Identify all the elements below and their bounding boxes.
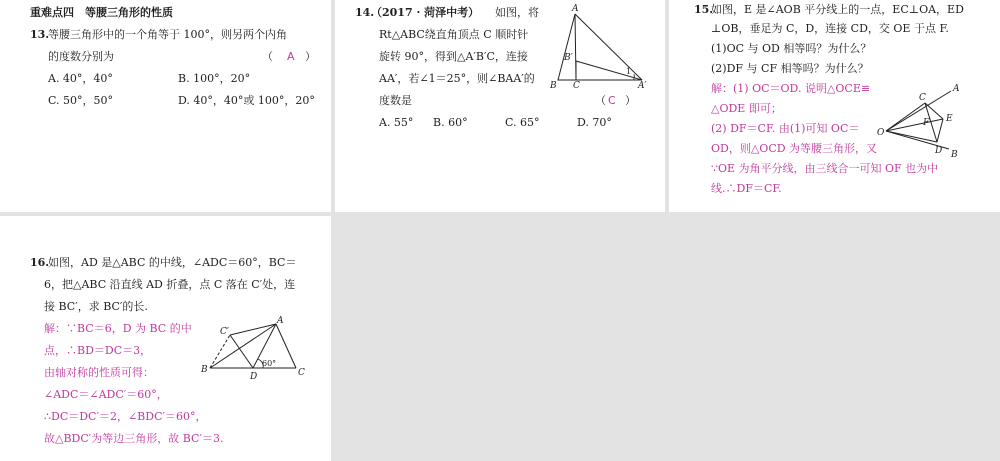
label-angle-60: 60° xyxy=(262,359,277,368)
solution-line: (2) DF＝CF. 由(1)可知 OC＝ xyxy=(711,122,860,135)
answer-paren-right: ） xyxy=(305,50,316,63)
answer-choice: C xyxy=(608,94,616,107)
label-a: A xyxy=(277,316,284,326)
question-stem: 如图，将 xyxy=(495,6,539,19)
question-stem: 如图，AD 是△ABC 的中线，∠ADC＝60°，BC＝ xyxy=(48,256,297,269)
solution-line: 点，∴BD＝DC＝3， xyxy=(44,344,152,357)
question-number: 14. xyxy=(355,6,375,19)
label-a: A xyxy=(953,84,960,94)
solution-line: ∵OE 为角平分线，由三线合一可知 OF 也为中 xyxy=(711,162,939,175)
question-stem: 度数是 xyxy=(379,94,412,107)
segment-ed xyxy=(937,119,943,142)
question-15-panel xyxy=(669,0,1000,212)
question-stem: ⊥OB，垂足为 C，D，连接 CD，交 OE 于点 F. xyxy=(711,22,949,35)
solution-line: OD，则△OCD 为等腰三角形，又 xyxy=(711,142,878,155)
solution-line: 解：(1) OC＝OD. 说明△OCE≌ xyxy=(711,82,871,95)
question-stem: Rt△ABC绕直角顶点 C 顺时针 xyxy=(379,28,529,41)
label-b: B xyxy=(201,365,208,375)
label-a: A xyxy=(572,4,579,14)
segment-dc-prime xyxy=(230,335,253,368)
question-16-panel xyxy=(0,216,331,461)
option-d: D. 70° xyxy=(577,116,612,129)
sub-question-2: (2)DF 与 CF 相等吗？为什么？ xyxy=(711,62,869,75)
label-o: O xyxy=(877,128,885,138)
solution-line: 解：∵BC＝6，D 为 BC 的中 xyxy=(44,322,192,335)
question-stem: 的度数分别为 xyxy=(48,50,114,63)
option-c: C. 50°，50° xyxy=(48,94,114,107)
label-b: B xyxy=(951,150,958,160)
question-stem: AA′，若∠1＝25°，则∠BAA′的 xyxy=(379,72,535,85)
solution-line: ∠ADC＝∠ADC′＝60°， xyxy=(44,388,168,401)
rotation-triangle-figure xyxy=(550,4,650,91)
question-stem: 等腰三角形中的一个角等于 100°，则另两个内角 xyxy=(48,28,287,41)
label-c: C xyxy=(573,81,580,91)
label-b-prime: B′ xyxy=(564,53,573,63)
label-a-prime: A′ xyxy=(638,81,647,91)
label-d: D xyxy=(250,372,258,382)
option-a: A. 40°，40° xyxy=(48,72,113,85)
answer-paren-right: ） xyxy=(625,94,636,107)
triangle-abc xyxy=(558,14,576,80)
label-angle-1: 1 xyxy=(626,67,632,76)
question-number: 16. xyxy=(30,256,50,269)
option-a: A. 55° xyxy=(379,116,414,129)
option-b: B. 60° xyxy=(433,116,468,129)
label-e: E xyxy=(946,114,953,124)
sub-question-1: (1)OC 与 OD 相等吗？为什么？ xyxy=(711,42,872,55)
question-stem: 旋转 90°，得到△A′B′C，连接 xyxy=(379,50,528,63)
answer-choice: A xyxy=(287,50,295,63)
label-c: C xyxy=(298,368,305,378)
label-b: B xyxy=(550,81,557,91)
question-number: 15. xyxy=(694,3,714,16)
label-d: D xyxy=(935,146,943,156)
question-13-panel xyxy=(0,0,331,212)
option-b: B. 100°，20° xyxy=(178,72,251,85)
label-c-prime: C′ xyxy=(220,327,229,337)
question-stem: 如图，E 是∠AOB 平分线上的一点，EC⊥OA，ED xyxy=(711,3,964,16)
segment-od xyxy=(886,131,937,142)
question-stem: 6，把△ABC 沿直线 AD 折叠，点 C 落在 C′处，连 xyxy=(44,278,296,291)
section-title: 重难点四 等腰三角形的性质 xyxy=(30,6,173,19)
fold-triangle-figure xyxy=(200,316,310,382)
solution-line: ∴DC＝DC′＝2，∠BDC′＝60°， xyxy=(44,410,207,423)
option-c: C. 65° xyxy=(505,116,540,129)
question-source: （2017 · 菏泽中考） xyxy=(371,6,480,19)
solution-line: 由轴对称的性质可得： xyxy=(44,366,154,379)
solution-line: 线.∴DF＝CF. xyxy=(711,182,782,195)
question-14-panel xyxy=(335,0,665,212)
question-number: 13. xyxy=(30,28,50,41)
answer-paren-left: （ xyxy=(595,94,606,107)
question-stem: 接 BC′，求 BC′的长. xyxy=(44,300,148,313)
solution-line: 故△BDC′为等边三角形，故 BC′＝3. xyxy=(44,432,224,445)
option-d: D. 40°，40°或 100°，20° xyxy=(178,94,315,107)
angle-bisector-figure xyxy=(879,83,969,158)
label-c: C xyxy=(919,93,926,103)
segment-ac xyxy=(276,324,296,368)
segment-ac-prime xyxy=(230,324,276,335)
label-f: F xyxy=(923,118,930,128)
answer-paren-left: （ xyxy=(262,50,273,63)
segment-bc-prime-dashed xyxy=(210,335,230,368)
solution-line: △ODE 即可； xyxy=(711,102,782,115)
